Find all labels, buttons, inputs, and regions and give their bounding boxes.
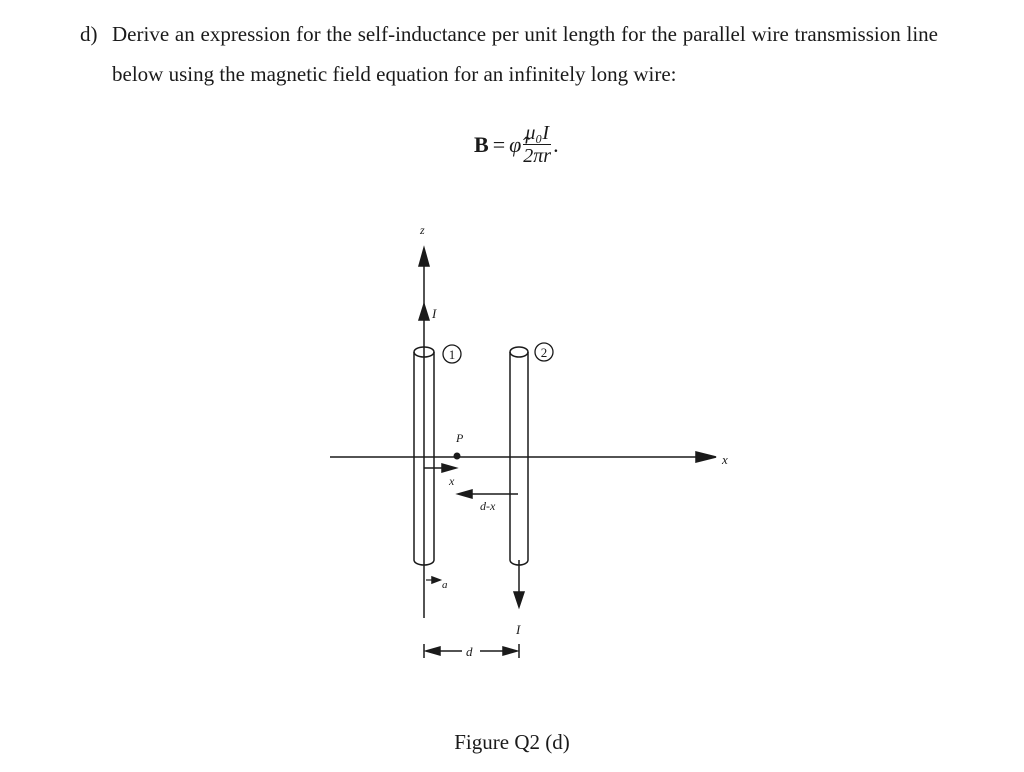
wire2-label: 2 [540, 345, 548, 360]
current-label-bottom: I [516, 622, 521, 637]
dx-distance-label: d-x [480, 499, 496, 513]
z-axis-arrowhead [419, 248, 429, 266]
radius-label: a [442, 579, 448, 591]
current-arrow-wire1 [419, 304, 429, 320]
point-p-label: P [456, 431, 464, 445]
equation-equals: = [492, 131, 506, 157]
question-body: Derive an expression for the self-inductance per unit length for the parallel wire transmission line below using the magnetic field equation for an infinitely long wire: [112, 22, 938, 86]
equation-trailing-dot: . [553, 131, 559, 157]
spacing-label: d [466, 644, 473, 659]
equation-numerator: μ₀I [525, 122, 550, 144]
spacing-arrow-right [503, 647, 517, 655]
wire1-label: 1 [448, 347, 456, 362]
equation-denominator: 2πr [523, 145, 552, 167]
current-label-top: I [432, 306, 437, 321]
radius-arrowhead [432, 577, 440, 583]
point-p-dot [454, 453, 461, 460]
equation-lhs: B [474, 131, 489, 157]
question-label: d) [80, 22, 98, 46]
spacing-arrow-left [426, 647, 440, 655]
figure-caption: Figure Q2 (d) [454, 730, 570, 754]
x-distance-arrowhead [442, 464, 456, 472]
x-axis-arrowhead [696, 452, 716, 462]
x-distance-label: x [449, 474, 455, 488]
equation-phi-hat: φ̂ [509, 131, 522, 157]
x-axis-label: x [722, 452, 728, 467]
dx-distance-arrowhead [458, 490, 472, 498]
current-arrow-wire2 [514, 592, 524, 607]
wire-2 [510, 347, 528, 565]
z-axis-label: z [420, 223, 425, 237]
